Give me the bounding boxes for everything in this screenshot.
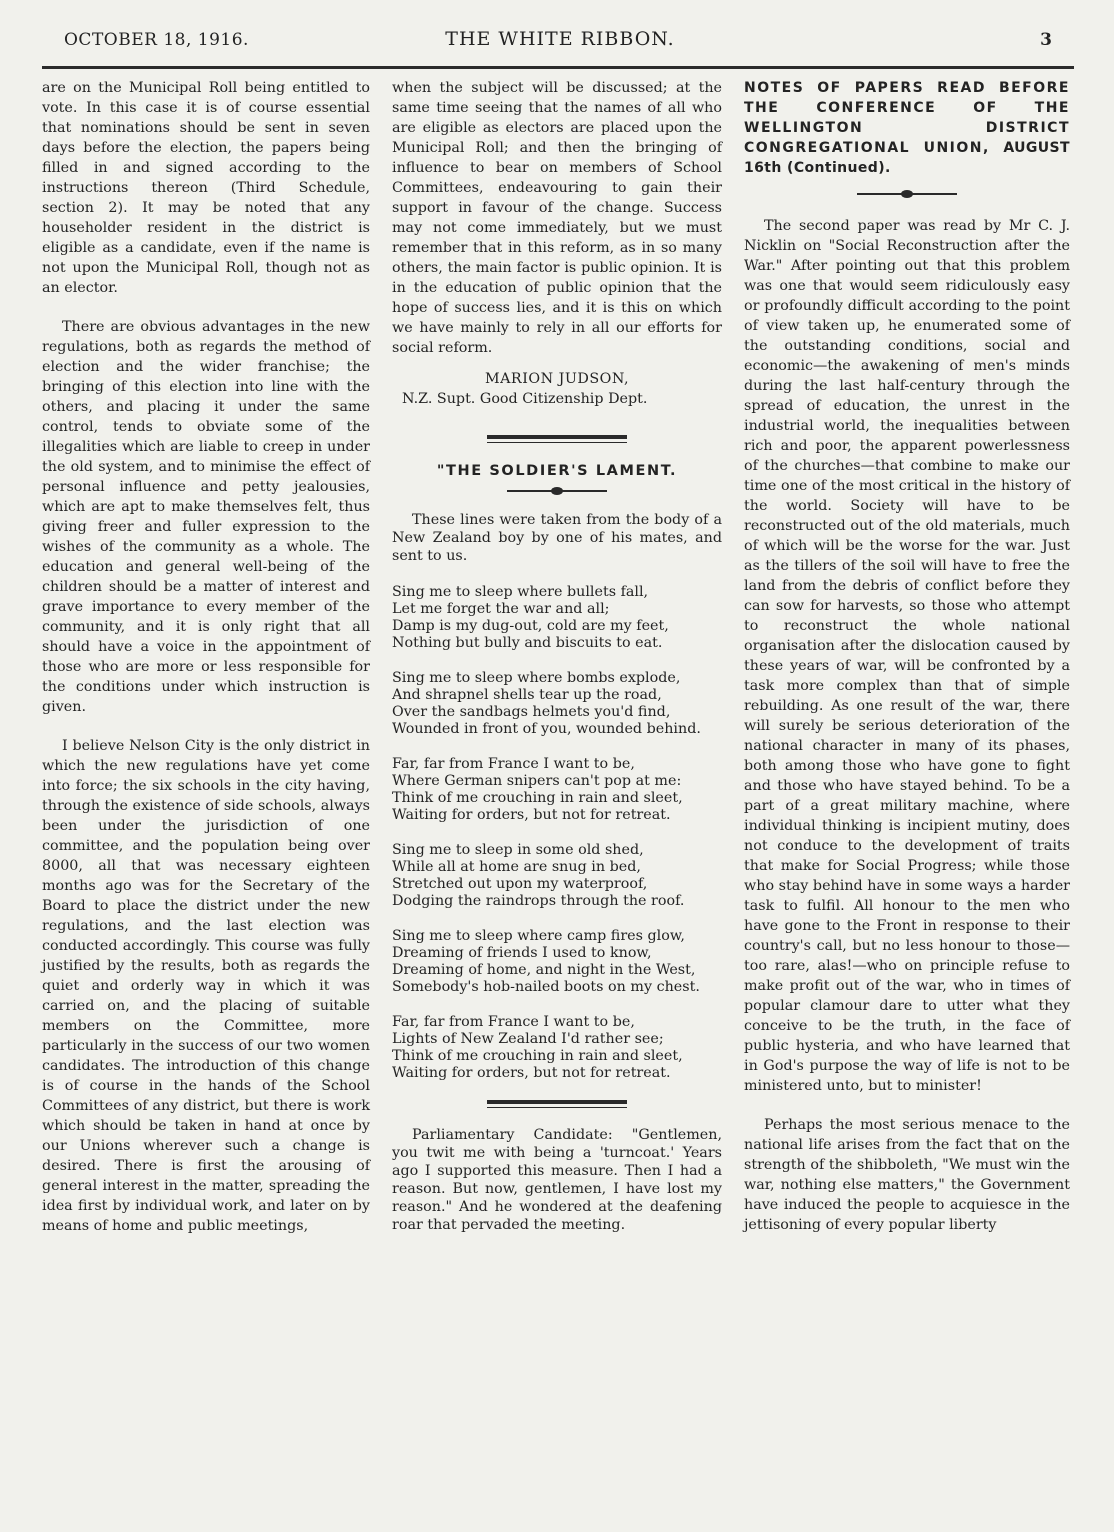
poem-line: Dreaming of home, and night in the West, — [392, 962, 696, 978]
poem-intro: These lines were taken from the body of a New Zealand boy by one of his mates, and sent to us. — [392, 512, 722, 564]
column-1 — [42, 78, 370, 1255]
poem-line: Waiting for orders, but not for retreat. — [392, 1065, 671, 1081]
poem-line: Far, far from France I want to be, — [392, 1014, 635, 1030]
article-heading-date: AUGUST 16th (Continued). — [744, 140, 1070, 176]
poem-line: Think of me crouching in rain and sleet, — [392, 790, 683, 806]
article-heading-text: NOTES OF PAPERS READ BEFORE THE CONFERENCE OF THE WELLINGTON DISTRICT CONGREGATIONAL UNION, — [744, 80, 1070, 156]
paragraph: are on the Municipal Roll being entitled to vote. In this case it is of course essential that nominations should be sent in seven days before the election, the papers being filled in and signed according to the instructions thereon (Third Schedule, section 2). It may be noted that any householder resident in the district is eligible as a candidate, even if the name is not upon the Municipal Roll, though not as an elector. — [42, 80, 370, 296]
poem-stanza — [392, 1014, 722, 1082]
poem-stanza — [392, 842, 722, 910]
poem-line: Over the sandbags helmets you'd find, — [392, 704, 671, 720]
paragraph: Perhaps the most serious menace to the national life arises from the fact that on the strength of the shibboleth, "We must win the war, nothing else matters," the Government have induced the people to acquiesce in the jettisoning of every popular liberty — [744, 1117, 1070, 1233]
poem-line: Sing me to sleep where bullets fall, — [392, 584, 649, 600]
poem-line: While all at home are snug in bed, — [392, 859, 641, 875]
paragraph: I believe Nelson City is the only district in which the new regulations have yet come into force; the six schools in the city having, through the existence of side schools, always been under the jurisdiction of one committee, and the population being over 8000, all that was necessary eighteen months ago was for the Secretary of the Board to place the district under the new regulations, and the last election was conducted accordingly. This course was fully justified by the results, both as regards the quiet and orderly way in which it was carried on, and the placing of suitable members on the Committee, more particularly in the success of our two women candidates. The introduction of this change is of course in the hands of the School Committees of any district, but there is work which should be taken in hand at once by our Unions wherever such a change is desired. There is first the arousing of general interest in the matter, spreading the idea first by individual work, and later on by means of home and public meetings, — [42, 738, 370, 1234]
issue-date: OCTOBER 18, 1916. — [64, 30, 249, 50]
article-heading — [744, 78, 1070, 178]
signature-name: MARION JUDSON, — [484, 371, 630, 387]
dash-ornament — [507, 487, 607, 495]
section-divider — [487, 1100, 627, 1108]
paragraph: when the subject will be discussed; at the same time seeing that the names of all who are eligible as electors are placed upon the Municipal Roll; and then the bringing of influence to bear on members of School Committees, endeavouring to gain their support in favour of the change. Success may not come immediately, but we must remember that in this reform, as in so many others, the main factor is public opinion. It is in the education of public opinion that the hope of success lies, and it is this on which we have mainly to rely in all our efforts for social reform. — [392, 80, 722, 356]
poem-line: Sing me to sleep where bombs explode, — [392, 670, 681, 686]
poem-line: Somebody's hob-nailed boots on my chest. — [392, 979, 700, 995]
poem-line: Dreaming of friends I used to know, — [392, 945, 652, 961]
paragraph: There are obvious advantages in the new regulations, both as regards the method of election and the wider franchise; the bringing of this election into line with the others, and placing it under the same control, tends to obviate some of the illegalities which are liable to creep in under the old system, and to minimise the effect of personal influence and petty jealousies, which are apt to make themselves felt, thus giving freer and fuller expression to the wishes of the community as a whole. The education and general well-being of the children should be a matter of interest and grave importance to every member of the community, and it is only right that all should have a voice in the appointment of those who are more or less responsible for the conditions under which instruction is given. — [42, 319, 370, 715]
column-3 — [744, 78, 1070, 1254]
poem-line: Where German snipers can't pop at me: — [392, 773, 682, 789]
poem-stanza — [392, 756, 722, 824]
header-rule — [42, 66, 1074, 69]
poem-line: Stretched out upon my waterproof, — [392, 876, 648, 892]
poem-heading: "THE SOLDIER'S LAMENT. — [436, 463, 678, 479]
poem — [392, 584, 722, 1082]
divider-thick-rule — [487, 1100, 627, 1104]
page-header — [40, 28, 1080, 58]
masthead-title: THE WHITE RIBBON. — [445, 28, 675, 50]
page-number: 3 — [1040, 30, 1052, 50]
column-2 — [392, 78, 722, 1253]
paragraph: The second paper was read by Mr C. J. Nicklin on "Social Reconstruction after the War." After pointing out that this problem was one that would seem ridiculously easy or profoundly difficult according to the point of view taken up, he enumerated some of the outstanding conditions, social and economic—the awakening of men's minds during the last half-century through the spread of education, the unrest in the industrial world, the inequalities between rich and poor, the apparent powerlessness of the churches—that combine to make our time one of the most critical in the history of the world. Society will have to be reconstructed out of the old materials, much of which will be the worse for the war. Just as the tillers of the soil will have to free the land from the debris of conflict before they can sow for harvests, so those who attempt to reconstruct the whole national organisation after the dislocation caused by these years of war, will be confronted by a task more complex than that of simple rebuilding. As one result of the war, there will surely be serious deterioration of the national character in many of its phases, both among those who have gone to fight and those who have stayed behind. To be a part of a great military machine, where individual thinking is incipient mutiny, does not conduce to the development of traits that make for Social Progress; while those who stay behind have in some ways a harder task to fulfil. All honour to the men who have gone to the Front in response to their country's call, but no less honour to those—too rare, alas!—who on principle refuse to make profit out of the war, who in times of popular clamour dare to utter what they conceive to be the truth, in the face of public hysteria, and who have learned that in God's purpose the way of life is not to be ministered unto, but to minister! — [744, 218, 1070, 1094]
poem-line: Dodging the raindrops through the roof. — [392, 893, 685, 909]
poem-stanza — [392, 928, 722, 996]
poem-line: Think of me crouching in rain and sleet, — [392, 1048, 683, 1064]
divider-thin-rule — [487, 1107, 627, 1108]
poem-line: Lights of New Zealand I'd rather see; — [392, 1031, 664, 1047]
divider-thick-rule — [487, 435, 627, 439]
poem-line: Far, far from France I want to be, — [392, 756, 635, 772]
poem-line: Let me forget the war and all; — [392, 601, 610, 617]
poem-line: Nothing but bully and biscuits to eat. — [392, 635, 663, 651]
signature-title: N.Z. Supt. Good Citizenship Dept. — [402, 391, 648, 407]
poem-line: Damp is my dug-out, cold are my feet, — [392, 618, 669, 634]
poem-line: Wounded in front of you, wounded behind. — [392, 721, 701, 737]
poem-line: Sing me to sleep where camp fires glow, — [392, 928, 685, 944]
poem-stanza — [392, 670, 722, 738]
divider-thin-rule — [487, 442, 627, 443]
poem-line: Sing me to sleep in some old shed, — [392, 842, 644, 858]
section-divider — [487, 435, 627, 443]
poem-line: And shrapnel shells tear up the road, — [392, 687, 662, 703]
dash-ornament — [857, 190, 957, 198]
parliamentary-anecdote: Parliamentary Candidate: "Gentlemen, you twit me with being a 'turncoat.' Years ago I supported this measure. Then I had a reason. But now, gentlemen, I have lost my reason." And he wondered at the deafening roar that pervaded the meeting. — [392, 1127, 722, 1233]
poem-line: Waiting for orders, but not for retreat. — [392, 807, 671, 823]
poem-stanza — [392, 584, 722, 652]
